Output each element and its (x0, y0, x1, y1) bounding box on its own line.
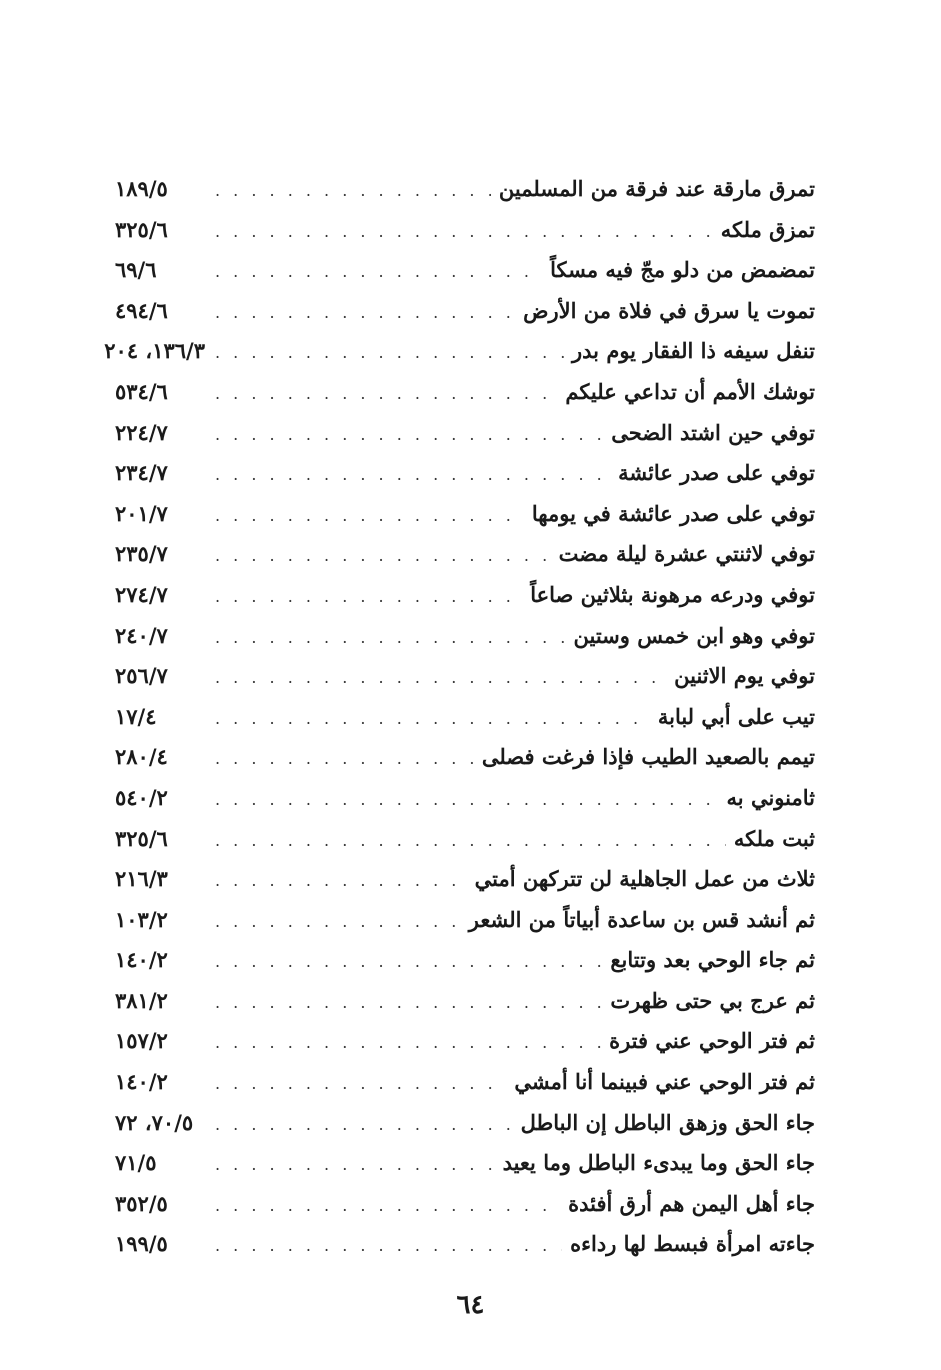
entry-text: ثامنوني به (726, 784, 815, 810)
entry-reference: ٣٨١/٢ (115, 987, 168, 1013)
dot-leader (215, 224, 713, 240)
entry-reference: ١٨٩/٥ (115, 176, 168, 201)
index-entry (115, 826, 815, 867)
entry-reference: ٢٢٤/٧ (115, 419, 168, 445)
entry-text: تمرق مارقة عند فرقة من المسلمين (498, 176, 815, 201)
dot-leader (215, 995, 602, 1011)
dot-leader (215, 1035, 601, 1051)
entry-reference: ٢٣٤/٧ (115, 460, 168, 486)
entry-reference: ١٧/٤ (115, 703, 157, 729)
entry-text: جاء الحق وزهق الباطل إن الباطل (520, 1109, 815, 1135)
index-entry (115, 1069, 815, 1110)
dot-leader (215, 914, 461, 930)
entry-reference: ٢٠١/٧ (115, 500, 168, 526)
index-entry (115, 1150, 815, 1191)
entry-text: توفي على صدر عائشة (618, 460, 815, 486)
dot-leader (215, 305, 515, 321)
entry-reference: ١٤٠/٢ (115, 947, 168, 973)
entry-reference: ٢٣٥/٧ (115, 541, 168, 567)
entry-reference: ٢٥٦/٧ (115, 663, 168, 689)
dot-leader (215, 1076, 506, 1092)
index-entry (115, 1191, 815, 1232)
dot-leader (215, 670, 666, 686)
entry-text: توشك الأمم أن تداعي عليكم (565, 378, 815, 404)
entry-reference: ١٥٧/٢ (115, 1028, 168, 1054)
entry-text: توفي على صدر عائشة في يومها (531, 500, 815, 526)
entry-text: ثم فتر الوحي عني فبينما أنا أمشي (514, 1069, 815, 1095)
entry-reference: ٢٤٠/٧ (115, 622, 168, 648)
dot-leader (215, 1117, 513, 1133)
dot-leader (215, 1198, 560, 1214)
entry-reference: ٥٤٠/٢ (115, 784, 168, 810)
entry-text: ثم أنشد قس بن ساعدة أبياتاً من الشعر (468, 906, 815, 932)
index-entry (115, 257, 815, 298)
index-entry (115, 420, 815, 461)
entry-reference: ٣٢٥/٦ (115, 216, 168, 242)
dot-leader (215, 548, 551, 564)
dot-leader (215, 183, 491, 199)
entry-text: تنفل سيفه ذا الفقار يوم بدر (572, 338, 815, 364)
dot-leader (215, 467, 610, 483)
entry-reference: ٤٩٤/٦ (115, 297, 168, 323)
dot-leader (215, 792, 719, 808)
entry-text: جاءته امرأة فبسط لها رداءه (570, 1231, 815, 1257)
index-entry (115, 1028, 815, 1069)
index-entry (115, 1110, 815, 1151)
entry-reference: ٢٨٠/٤ (115, 744, 168, 770)
entry-text: توفي حين اشتد الضحى (611, 419, 815, 445)
dot-leader (215, 427, 603, 443)
entry-text: ثلاث من عمل الجاهلية لن تتركهن أمتي (474, 866, 815, 892)
dot-leader (215, 873, 467, 889)
index-entry (115, 1231, 815, 1272)
dot-leader (215, 589, 522, 605)
dot-leader (215, 345, 564, 361)
entry-text: توفي وهو ابن خمس وستين (573, 622, 815, 648)
entry-text: جاء الحق وما يبدىء الباطل وما يعيد (502, 1150, 815, 1176)
entry-reference: ١٣٦/٣، ٢٠٤ (104, 338, 205, 364)
index-entry (115, 541, 815, 582)
index-entry (115, 947, 815, 988)
entry-text: ثم جاء الوحي بعد وتتابع (610, 947, 815, 973)
index-entry (115, 988, 815, 1029)
entry-text: تيمم بالصعيد الطيب فإذا فرغت فصلى (481, 744, 815, 770)
index-entry (115, 704, 815, 745)
entry-reference: ٥٣٤/٦ (115, 378, 168, 404)
entry-text: ثم عرج بي حتى ظهرت (610, 987, 815, 1013)
entry-text: ثم فتر الوحي عني فترة (609, 1028, 815, 1054)
entry-reference: ٦٩/٦ (115, 257, 157, 283)
dot-leader (215, 751, 474, 767)
entry-reference: ٧٠/٥، ٧٢ (115, 1109, 194, 1135)
dot-leader (215, 264, 542, 280)
index-entry (115, 744, 815, 785)
entry-text: توفي يوم الاثنين (674, 663, 815, 689)
entry-reference: ٢١٦/٣ (115, 866, 168, 892)
index-entry (115, 866, 815, 907)
index-entry (115, 582, 815, 623)
entry-reference: ١٩٩/٥ (115, 1231, 168, 1257)
index-entry (115, 907, 815, 948)
dot-leader (215, 1157, 495, 1173)
index-entry (104, 338, 815, 379)
index-entry (115, 501, 815, 542)
dot-leader (215, 954, 602, 970)
index-entry (115, 298, 815, 339)
index-entry (115, 176, 815, 217)
entry-reference: ٢٧٤/٧ (115, 581, 168, 607)
entry-text: ثبت ملكه (733, 825, 815, 851)
dot-leader (215, 508, 524, 524)
index-entry (115, 785, 815, 826)
entry-text: تمزق ملكه (720, 216, 815, 242)
entry-text: تموت يا سرق في فلاة من الأرض (523, 297, 815, 323)
entry-text: تمضمض من دلو مجّ فيه مسكاً (550, 257, 815, 283)
index-entry (115, 663, 815, 704)
dot-leader (215, 833, 726, 849)
index-entry (115, 460, 815, 501)
page-number: ٦٤ (456, 1290, 485, 1320)
entry-reference: ١٠٣/٢ (115, 906, 168, 932)
entry-text: توفي لاثنتي عشرة ليلة مضت (558, 541, 815, 567)
index-entry (115, 623, 815, 664)
dot-leader (215, 711, 650, 727)
entry-reference: ١٤٠/٢ (115, 1069, 168, 1095)
index-entry (115, 379, 815, 420)
index-list (104, 176, 815, 1272)
entry-text: توفي ودرعه مرهونة بثلاثين صاعاً (530, 581, 815, 607)
dot-leader (215, 386, 557, 402)
index-entry (115, 217, 815, 258)
dot-leader (215, 1238, 562, 1254)
dot-leader (215, 630, 566, 646)
entry-text: تيب على أبي لبابة (657, 703, 815, 729)
entry-text: جاء أهل اليمن هم أرق أفئدة (568, 1190, 815, 1216)
entry-reference: ٣٥٢/٥ (115, 1190, 168, 1216)
entry-reference: ٣٢٥/٦ (115, 825, 168, 851)
entry-reference: ٧١/٥ (115, 1150, 157, 1176)
